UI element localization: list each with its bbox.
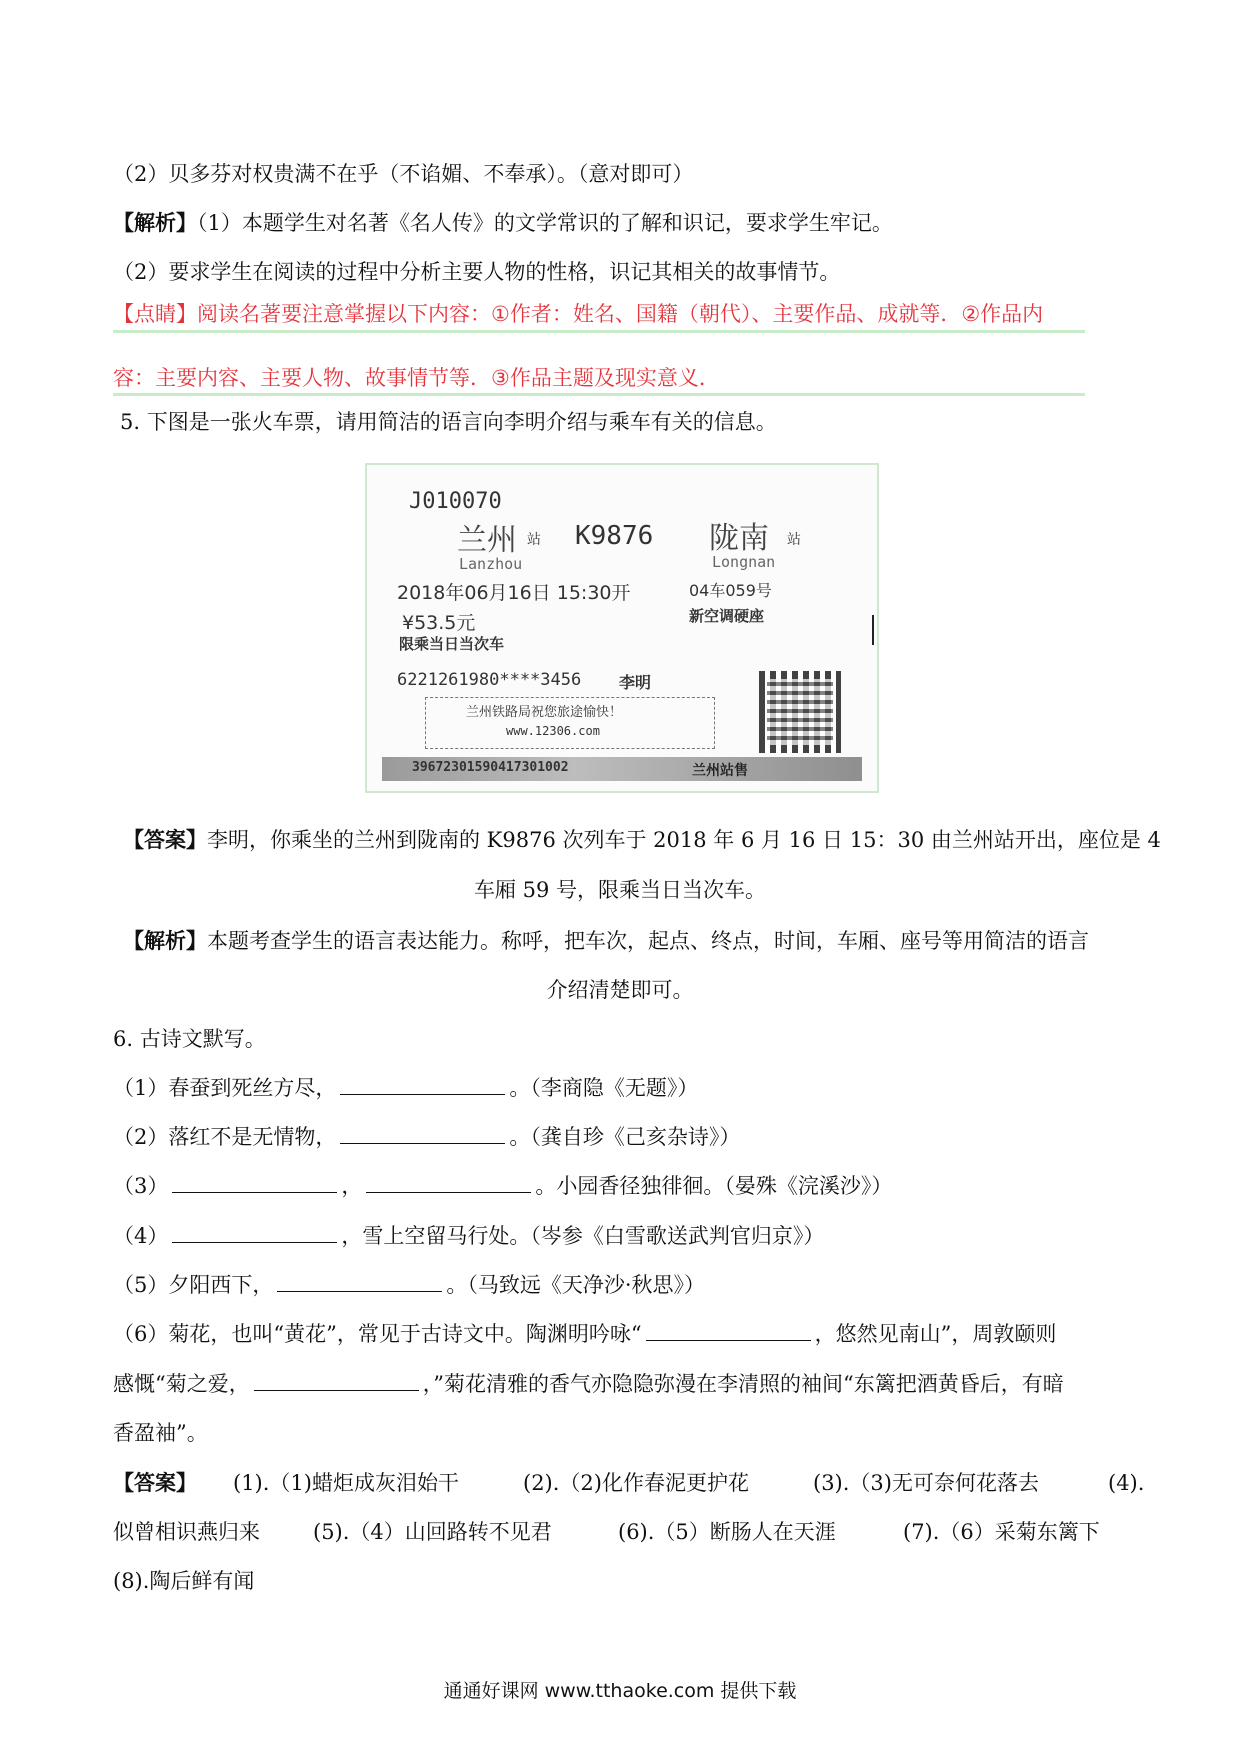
ticket-serial: 39672301590417301002 (412, 760, 569, 775)
answer-tag: 【答案】 (113, 1470, 197, 1495)
item-text: ， (341, 1174, 363, 1198)
answer-blank[interactable] (277, 1271, 442, 1292)
analysis-text: （1）本题学生对名著《名人传》的文学常识的了解和识记，要求学生牢记。 (197, 211, 893, 235)
answer-item: (4). (1108, 1471, 1145, 1495)
answer-item: 似曾相识燕归来 (113, 1520, 260, 1544)
ticket-notice-box (425, 697, 715, 749)
item-text: 。（李商隐《无题》） (509, 1076, 699, 1100)
ticket-train-number: K9876 (575, 521, 654, 551)
ticket-to: 陇南 (709, 521, 769, 556)
item-text: （6）菊花，也叫“黄花”，常见于古诗文中。陶渊明吟咏“ (113, 1322, 642, 1346)
q6-item-6-cont (113, 1370, 1064, 1398)
answer-item: (5).（4）山回路转不见君 (313, 1520, 552, 1544)
answer-blank[interactable] (172, 1222, 337, 1243)
ticket-notice: 兰州铁路局祝您旅途愉快！ (466, 705, 623, 720)
analysis-tag: 【解析】 (123, 928, 207, 953)
answer-item: (3).（3)无可奈何花落去 (813, 1471, 1039, 1495)
item-text: （5）夕阳西下， (113, 1273, 274, 1297)
ticket-station-label: 站 (527, 532, 541, 548)
ticket-from: 兰州 (457, 523, 517, 558)
q6-item-4 (113, 1222, 824, 1250)
ticket-sale-office: 兰州站售 (692, 763, 748, 779)
ticket-seat: 04车059号 (689, 581, 772, 600)
q5-answer-line-2: 车厢 59 号，限乘当日当次车。 (473, 878, 767, 902)
q6-item-3 (113, 1172, 892, 1200)
q4-analysis-line-1 (113, 209, 893, 237)
ticket-station-label: 站 (787, 532, 801, 548)
tip-line-2: 容：主要内容、主要人物、故事情节等．③作品主题及现实意义． (113, 366, 720, 390)
item-text: 。（龚自珍《己亥杂诗》） (509, 1125, 741, 1149)
answer-blank[interactable] (340, 1074, 505, 1095)
answer-blank[interactable] (366, 1172, 531, 1193)
item-text: （2）落红不是无情物， (113, 1125, 337, 1149)
answer-blank[interactable] (172, 1172, 337, 1193)
q6-item-6-end: 香盈袖”。 (113, 1421, 208, 1445)
answer-blank[interactable] (646, 1320, 811, 1341)
item-text: （3） (113, 1174, 169, 1198)
q6-question: 6. 古诗文默写。 (113, 1027, 266, 1051)
q5-analysis-line-2: 介绍清楚即可。 (546, 978, 694, 1002)
ticket-limit: 限乘当日当次车 (399, 635, 505, 653)
answer-text: 李明，你乘坐的兰州到陇南的 K9876 次列车于 2018 年 6 月 16 日 15：30 由兰州站开出，座位是 4 (207, 828, 1161, 852)
q4-analysis-line-2: （2）要求学生在阅读的过程中分析主要人物的性格，识记其相关的故事情节。 (113, 260, 841, 284)
item-text: 。（马致远《天净沙·秋思》） (446, 1273, 706, 1297)
tip-highlight-bar (113, 393, 1085, 396)
q6-answer-row-3: (8).陶后鲜有闻 (113, 1569, 255, 1593)
item-text: （4） (113, 1224, 169, 1248)
ticket-edge-mark (872, 615, 874, 645)
q6-item-2 (113, 1123, 740, 1151)
answer-tag: 【答案】 (123, 827, 207, 852)
ticket-passenger-name: 李明 (619, 673, 652, 692)
ticket-code: J010070 (409, 489, 502, 514)
q5-analysis-line-1 (123, 927, 1089, 955)
item-text: 感慨“菊之爱， (113, 1372, 250, 1396)
answer-blank[interactable] (340, 1123, 505, 1144)
qr-code-icon (759, 671, 841, 753)
ticket-bottom-strip (382, 757, 862, 781)
tip-highlight-bar (113, 330, 1085, 333)
q5-question: 5. 下图是一张火车票，请用简洁的语言向李明介绍与乘车有关的信息。 (120, 410, 777, 434)
page-footer: 通通好课网 www.tthaoke.com 提供下载 (443, 1680, 797, 1702)
q6-answer-row-2 (113, 1518, 1143, 1546)
item-text: ，雪上空留马行处。（岑参《白雪歌送武判官归京》） (341, 1224, 825, 1248)
item-text: （1）春蚕到死丝方尽， (113, 1076, 337, 1100)
ticket-class: 新空调硬座 (689, 607, 765, 625)
q6-item-5 (113, 1271, 705, 1299)
analysis-text: 本题考查学生的语言表达能力。称呼，把车次，起点、终点，时间，车厢、座号等用简洁的语言 (207, 929, 1089, 953)
ticket-from-pinyin: Lanzhou (459, 555, 523, 573)
q6-item-6 (113, 1320, 1056, 1348)
item-text: 。小园香径独徘徊。（晏殊《浣溪沙》） (535, 1174, 893, 1198)
ticket-datetime: 2018年06月16日 15:30开 (397, 582, 631, 604)
q5-answer-line-1 (123, 826, 1161, 854)
answer-item: (2).（2)化作春泥更护花 (523, 1471, 749, 1495)
q4-answer-line-2: （2）贝多芬对权贵满不在乎（不谄媚、不奉承）。（意对即可） (113, 162, 694, 186)
answer-item: (7).（6）采菊东篱下 (903, 1520, 1100, 1544)
answer-blank[interactable] (254, 1370, 419, 1391)
item-text: ，”菊花清雅的香气亦隐隐弥漫在李清照的袖间“东篱把酒黄昏后，有暗 (422, 1372, 1064, 1396)
analysis-tag: 【解析】 (113, 210, 197, 235)
q6-item-1 (113, 1074, 698, 1102)
ticket-website: www.12306.com (506, 724, 600, 738)
q6-answer-row-1 (113, 1469, 1145, 1497)
answer-item: (6).（5）断肠人在天涯 (618, 1520, 836, 1544)
ticket-id-number: 6221261980****3456 (397, 670, 582, 690)
answer-item: (1).（1)蜡炬成灰泪始干 (233, 1471, 459, 1495)
train-ticket-image (365, 463, 879, 793)
tip-line-1: 【点睛】阅读名著要注意掌握以下内容：①作者：姓名、国籍（朝代）、主要作品、成就等．②作品内 (113, 302, 1044, 326)
ticket-to-pinyin: Longnan (712, 553, 776, 571)
ticket-price: ¥53.5元 (402, 612, 476, 634)
item-text: ，悠然见南山”，周敦颐则 (814, 1322, 1057, 1346)
